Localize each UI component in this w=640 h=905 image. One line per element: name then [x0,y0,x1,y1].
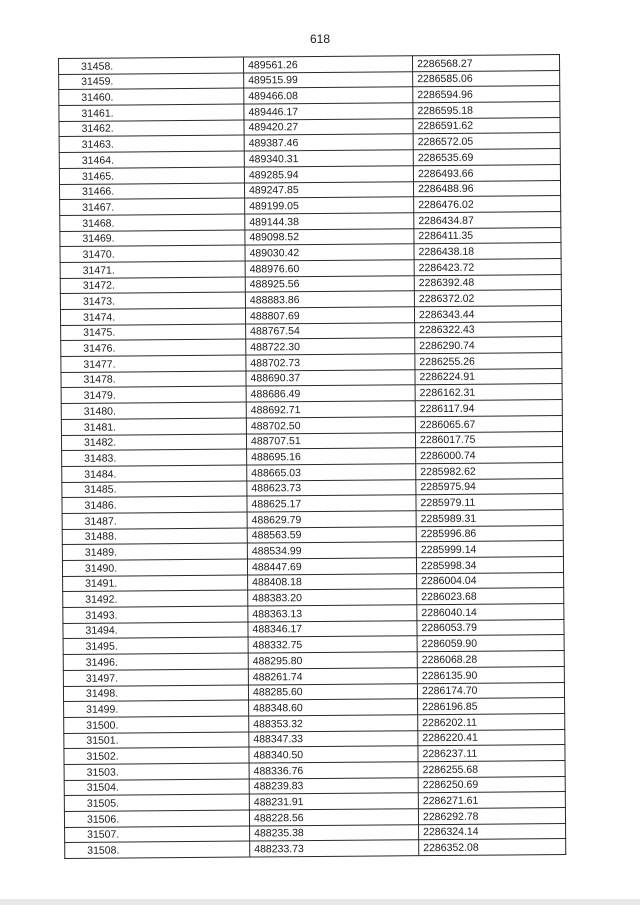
point-id-cell: 31491. [63,575,248,592]
x-coordinate-cell: 489387.46 [244,134,413,151]
page-number: 618 [309,32,331,46]
y-coordinate-cell: 2286292.78 [418,808,565,825]
x-coordinate-cell: 488665.03 [247,464,416,481]
point-id-cell: 31508. [65,841,250,858]
point-id-cell: 31495. [63,637,248,654]
x-coordinate-cell: 488767.54 [246,322,415,339]
point-id-cell: 31482. [61,434,246,451]
y-coordinate-cell: 2286135.90 [417,666,564,683]
x-coordinate-cell: 488363.13 [248,605,417,622]
x-coordinate-cell: 489466.08 [244,87,413,104]
point-id-cell: 31497. [63,669,248,686]
point-id-cell: 31480. [61,402,246,419]
point-id-cell: 31476. [61,339,246,356]
x-coordinate-cell: 489030.42 [245,244,414,261]
point-id-cell: 31505. [64,794,249,811]
y-coordinate-cell: 2286423.72 [414,258,561,275]
point-id-cell: 31492. [63,590,248,607]
x-coordinate-cell: 488239.83 [249,777,418,794]
y-coordinate-cell: 2286117.94 [415,400,562,417]
x-coordinate-cell: 488563.59 [247,526,416,543]
y-coordinate-cell: 2286493.66 [413,164,560,181]
x-coordinate-cell: 488925.56 [245,275,414,292]
point-id-cell: 31501. [64,732,249,749]
x-coordinate-cell: 488686.49 [246,385,415,402]
x-coordinate-cell: 488690.37 [246,369,415,386]
x-coordinate-cell: 488702.73 [246,354,415,371]
point-id-cell: 31477. [61,355,246,372]
point-id-cell: 31487. [62,512,247,529]
point-id-cell: 31485. [62,481,247,498]
table-row [65,839,566,859]
point-id-cell: 31466. [59,183,244,200]
coordinate-table-body [59,55,566,859]
x-coordinate-cell: 488722.30 [246,338,415,355]
x-coordinate-cell: 488347.33 [249,730,418,747]
point-id-cell: 31462. [59,120,244,137]
point-id-cell: 31504. [64,779,249,796]
y-coordinate-cell: 2285999.14 [416,541,563,558]
point-id-cell: 31507. [65,826,250,843]
point-id-cell: 31498. [63,685,248,702]
y-coordinate-cell: 2286392.48 [414,274,561,291]
x-coordinate-cell: 489561.26 [243,56,412,73]
x-coordinate-cell: 488623.73 [247,479,416,496]
y-coordinate-cell: 2286324.14 [419,823,566,840]
point-id-cell: 31461. [59,104,244,121]
point-id-cell: 31472. [60,277,245,294]
x-coordinate-cell: 488295.80 [248,652,417,669]
point-id-cell: 31463. [59,135,244,152]
y-coordinate-cell: 2286065.67 [415,415,562,432]
point-id-cell: 31478. [61,371,246,388]
point-id-cell: 31479. [61,386,246,403]
y-coordinate-cell: 2286595.18 [413,102,560,119]
x-coordinate-cell: 488346.17 [248,620,417,637]
x-coordinate-cell: 488702.50 [246,417,415,434]
point-id-cell: 31499. [64,700,249,717]
point-id-cell: 31475. [61,324,246,341]
point-id-cell: 31464. [59,151,244,168]
y-coordinate-cell: 2286271.61 [418,792,565,809]
y-coordinate-cell: 2286255.26 [415,353,562,370]
point-id-cell: 31469. [60,230,245,247]
y-coordinate-cell: 2285996.86 [416,525,563,542]
y-coordinate-cell: 2286411.35 [414,227,561,244]
point-id-cell: 31486. [62,496,247,513]
y-coordinate-cell: 2286438.18 [414,243,561,260]
point-id-cell: 31460. [59,88,244,105]
point-id-cell: 31500. [64,716,249,733]
point-id-cell: 31494. [63,622,248,639]
y-coordinate-cell: 2286040.14 [417,604,564,621]
x-coordinate-cell: 489098.52 [245,228,414,245]
x-coordinate-cell: 488233.73 [250,840,419,857]
x-coordinate-cell: 488534.99 [247,542,416,559]
x-coordinate-cell: 489144.38 [245,213,414,230]
point-id-cell: 31493. [63,606,248,623]
point-id-cell: 31490. [62,559,247,576]
y-coordinate-cell: 2286162.31 [415,384,562,401]
x-coordinate-cell: 488976.60 [245,260,414,277]
y-coordinate-cell: 2286352.08 [419,839,566,856]
x-coordinate-cell: 489247.85 [244,181,413,198]
point-id-cell: 31481. [61,418,246,435]
y-coordinate-cell: 2286017.75 [415,431,562,448]
point-id-cell: 31496. [63,653,248,670]
y-coordinate-cell: 2286196.85 [418,698,565,715]
point-id-cell: 31483. [62,449,247,466]
point-id-cell: 31473. [60,292,245,309]
x-coordinate-cell: 488228.56 [249,809,418,826]
x-coordinate-cell: 488695.16 [247,448,416,465]
x-coordinate-cell: 488353.32 [249,715,418,732]
y-coordinate-cell: 2286476.02 [414,196,561,213]
x-coordinate-cell: 489420.27 [244,118,413,135]
y-coordinate-cell: 2286255.68 [418,760,565,777]
y-coordinate-cell: 2286568.27 [412,55,559,72]
x-coordinate-cell: 488383.20 [248,589,417,606]
point-id-cell: 31503. [64,763,249,780]
x-coordinate-cell: 488235.38 [250,824,419,841]
x-coordinate-cell: 489446.17 [244,103,413,120]
x-coordinate-cell: 488625.17 [247,495,416,512]
x-coordinate-cell: 488629.79 [247,511,416,528]
y-coordinate-cell: 2285982.62 [416,462,563,479]
point-id-cell: 31471. [60,261,245,278]
y-coordinate-cell: 2286290.74 [415,337,562,354]
y-coordinate-cell: 2285989.31 [416,509,563,526]
y-coordinate-cell: 2286535.69 [413,149,560,166]
x-coordinate-cell: 489340.31 [244,150,413,167]
x-coordinate-cell: 488447.69 [247,558,416,575]
y-coordinate-cell: 2286202.11 [418,713,565,730]
x-coordinate-cell: 489285.94 [244,166,413,183]
x-coordinate-cell: 488261.74 [248,668,417,685]
y-coordinate-cell: 2286585.06 [413,70,560,87]
y-coordinate-cell: 2286237.11 [418,745,565,762]
x-coordinate-cell: 488707.51 [246,432,415,449]
y-coordinate-cell: 2286591.62 [413,117,560,134]
y-coordinate-cell: 2286343.44 [414,306,561,323]
page-bottom-edge [0,899,640,905]
x-coordinate-cell: 489515.99 [244,71,413,88]
y-coordinate-cell: 2285998.34 [416,557,563,574]
y-coordinate-cell: 2286372.02 [414,290,561,307]
y-coordinate-cell: 2286224.91 [415,368,562,385]
point-id-cell: 31506. [64,810,249,827]
x-coordinate-cell: 488332.75 [248,636,417,653]
y-coordinate-cell: 2286053.79 [417,619,564,636]
x-coordinate-cell: 488348.60 [249,699,418,716]
y-coordinate-cell: 2286488.96 [413,180,560,197]
x-coordinate-cell: 488336.76 [249,762,418,779]
y-coordinate-cell: 2286023.68 [417,588,564,605]
x-coordinate-cell: 488408.18 [248,573,417,590]
point-id-cell: 31470. [60,245,245,262]
y-coordinate-cell: 2286250.69 [418,776,565,793]
y-coordinate-cell: 2286322.43 [415,321,562,338]
point-id-cell: 31468. [60,214,245,231]
y-coordinate-cell: 2286004.04 [417,572,564,589]
x-coordinate-cell: 488231.91 [249,793,418,810]
point-id-cell: 31484. [62,465,247,482]
point-id-cell: 31467. [60,198,245,215]
x-coordinate-cell: 488340.50 [249,746,418,763]
y-coordinate-cell: 2286434.87 [414,211,561,228]
y-coordinate-cell: 2286059.90 [417,635,564,652]
point-id-cell: 31465. [59,167,244,184]
point-id-cell: 31502. [64,747,249,764]
point-id-cell: 31459. [59,73,244,90]
point-id-cell: 31458. [59,57,244,74]
y-coordinate-cell: 2286068.28 [417,651,564,668]
x-coordinate-cell: 488692.71 [246,401,415,418]
y-coordinate-cell: 2286594.96 [413,86,560,103]
y-coordinate-cell: 2285975.94 [416,478,563,495]
coordinate-table [58,54,566,859]
point-id-cell: 31489. [62,543,247,560]
x-coordinate-cell: 488883.86 [245,291,414,308]
point-id-cell: 31474. [60,308,245,325]
point-id-cell: 31488. [62,528,247,545]
y-coordinate-cell: 2286000.74 [416,447,563,464]
x-coordinate-cell: 488807.69 [245,307,414,324]
y-coordinate-cell: 2285979.11 [416,494,563,511]
x-coordinate-cell: 489199.05 [245,197,414,214]
y-coordinate-cell: 2286220.41 [418,729,565,746]
y-coordinate-cell: 2286572.05 [413,133,560,150]
y-coordinate-cell: 2286174.70 [417,682,564,699]
x-coordinate-cell: 488285.60 [248,683,417,700]
